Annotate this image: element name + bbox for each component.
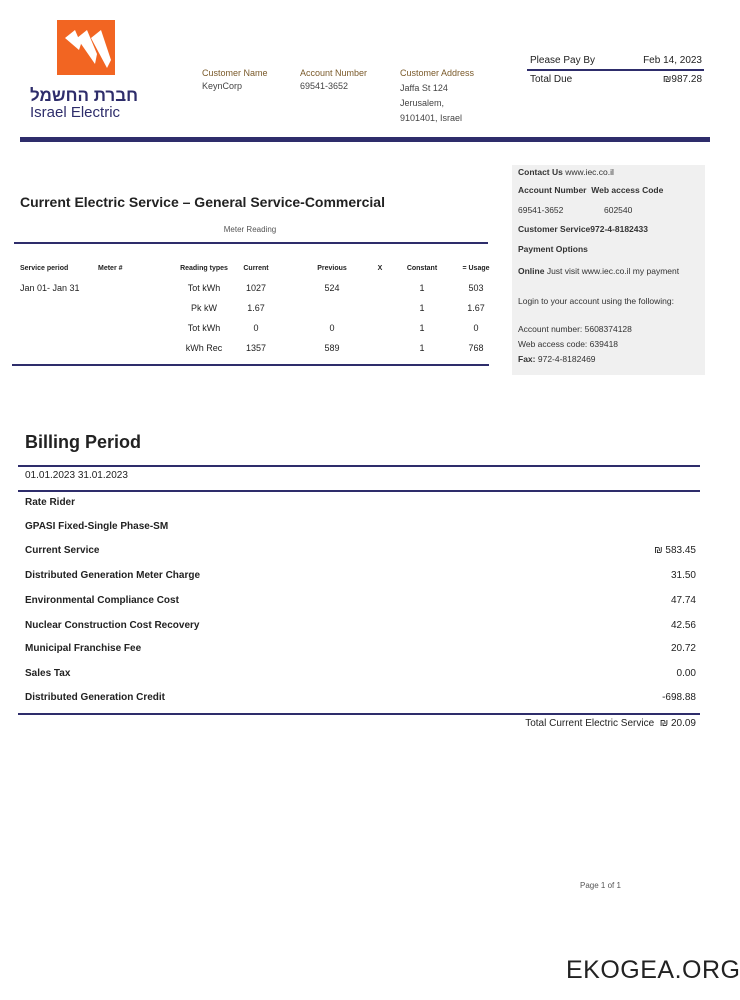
total-due: ₪987.28 [662, 74, 702, 85]
total-label: Total Current Electric Service [525, 718, 655, 729]
column-header: Meter # [98, 265, 123, 272]
column-header: Current [243, 265, 269, 272]
table-cell: Pk kW [191, 303, 217, 313]
fax-label: Fax: [518, 354, 536, 364]
table-cell: 524 [324, 283, 340, 293]
table-cell: Tot kWh [187, 323, 221, 333]
item-label: Municipal Franchise Fee [25, 643, 142, 654]
meter-reading-label: Meter Reading [223, 225, 277, 234]
payment-options-label: Payment Options [518, 244, 588, 254]
total-current-service [525, 718, 696, 729]
item-label: GPASI Fixed-Single Phase-SM [25, 521, 169, 532]
billing-title: Billing Period [25, 432, 142, 452]
item-label: Environmental Compliance Cost [25, 595, 179, 606]
account-number-label: Account Number [300, 68, 368, 78]
item-label: Current Service [25, 545, 100, 556]
customer-name-label: Customer Name [202, 68, 268, 78]
pay-by-date: Feb 14, 2023 [643, 55, 702, 66]
item-label: Sales Tax [25, 668, 71, 679]
table-cell: 0 [253, 323, 259, 333]
service-title: Current Electric Service – General Service-Commercial [20, 194, 385, 210]
online-text: Just visit www.iec.co.il my payment [546, 266, 680, 276]
column-header: = Usage [462, 265, 490, 272]
item-label: Distributed Generation Meter Charge [25, 570, 201, 581]
table-cell: 0 [329, 323, 335, 333]
column-header: Reading types [180, 265, 228, 272]
item-label: Rate Rider [25, 497, 76, 508]
table-cell: 1 [419, 283, 425, 293]
cs-label: Customer Service [518, 224, 591, 234]
divider [12, 364, 489, 366]
customer-address: Jaffa St 124 Jerusalem, 9101401, Israel [400, 83, 463, 123]
column-header: Constant [406, 265, 438, 272]
web-code-label: Web access Code [591, 185, 664, 195]
web-code-line: Web access code: 639418 [518, 339, 619, 349]
web-code-value: 602540 [604, 205, 633, 215]
divider [18, 713, 700, 715]
total-value: ₪ 20.09 [659, 718, 696, 729]
divider [14, 242, 488, 244]
total-due-label: Total Due [530, 74, 573, 85]
meter-table [14, 262, 488, 362]
table-cell: 768 [468, 343, 484, 353]
table-cell: 1027 [245, 283, 267, 293]
table-cell: Tot kWh [187, 283, 221, 293]
table-cell: 1357 [245, 343, 267, 353]
item-amount: 47.74 [670, 595, 696, 606]
item-amount: 0.00 [676, 668, 696, 679]
contact-panel [512, 165, 705, 375]
item-amount: -698.88 [662, 692, 696, 703]
contact-label: Contact Us [518, 167, 563, 177]
customer-name: KeynCorp [202, 81, 243, 91]
table-cell: 589 [324, 343, 340, 353]
account-line: Account number: 5608374128 [518, 324, 632, 334]
account-value: 69541-3652 [518, 205, 564, 215]
table-cell: 1 [419, 323, 425, 333]
header-bar [20, 137, 710, 142]
company-logo [57, 20, 115, 75]
table-cell: 1.67 [247, 303, 265, 313]
brand-hebrew: חברת החשמל [30, 86, 138, 105]
page-number: Page 1 of 1 [580, 881, 621, 890]
billing-period: 01.01.2023 31.01.2023 [25, 470, 128, 481]
table-cell: 1 [419, 343, 425, 353]
item-label: Distributed Generation Credit [25, 692, 166, 703]
table-cell: 1 [419, 303, 425, 313]
divider [18, 490, 700, 492]
online-label: Online [518, 266, 545, 276]
table-cell: Jan 01- Jan 31 [20, 283, 80, 293]
watermark: EKOGEA.ORG [566, 956, 740, 984]
item-amount: 42.56 [670, 620, 696, 631]
brand-english: Israel Electric [30, 104, 121, 121]
login-text: Login to your account using the following: [518, 296, 674, 306]
divider [527, 69, 704, 71]
table-cell: 0 [473, 323, 479, 333]
account-label: Account Number [518, 185, 587, 195]
cs-phone: 972-4-8182433 [590, 224, 648, 234]
fax-value: 972-4-8182469 [537, 354, 596, 364]
item-amount: 20.72 [670, 643, 696, 654]
address-label: Customer Address [400, 68, 475, 78]
column-header: Service period [20, 265, 69, 272]
divider [18, 465, 700, 467]
column-header: Previous [317, 265, 347, 272]
item-label: Nuclear Construction Cost Recovery [25, 620, 200, 631]
pay-by-label: Please Pay By [530, 55, 596, 66]
table-cell: 503 [468, 283, 484, 293]
table-cell: kWh Rec [185, 343, 223, 353]
account-number: 69541-3652 [300, 81, 349, 91]
column-header: X [377, 265, 383, 272]
item-amount: ₪ 583.45 [654, 545, 696, 556]
table-cell: 1.67 [467, 303, 485, 313]
website-link[interactable]: www.iec.co.il [565, 167, 614, 177]
item-amount: 31.50 [670, 570, 696, 581]
